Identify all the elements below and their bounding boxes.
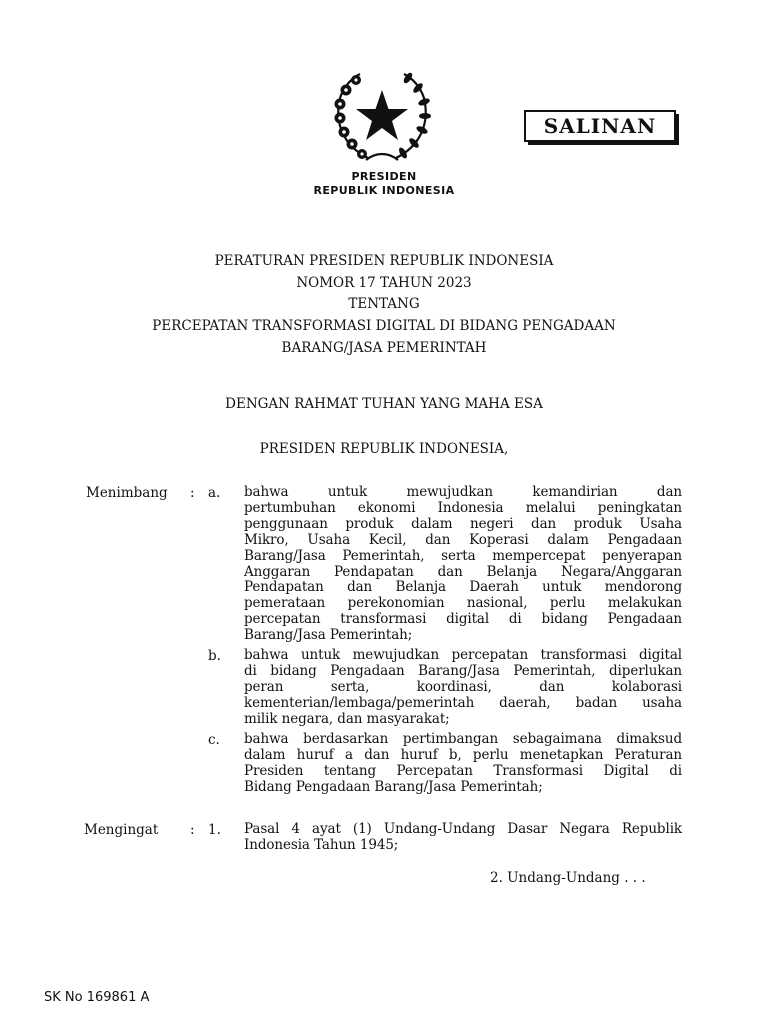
paragraph-line: penggunaan produk dalam negeri dan produk Usaha [244,515,682,532]
paragraph-line: di bidang Pengadaan Barang/Jasa Pemerintah, diperlukan [244,662,682,679]
title-line-5: BARANG/JASA PEMERINTAH [281,339,487,356]
mengingat-1-marker: 1. [208,822,221,838]
mengingat-label: Mengingat [84,822,159,838]
title-line-2: NOMOR 17 TAHUN 2023 [296,274,472,291]
menimbang-a-paragraph [244,485,682,644]
paragraph-line: bahwa untuk mewujudkan kemandirian dan [244,484,682,500]
paragraph-line: milik negara, dan masyarakat; [244,710,450,727]
paragraph-line: Indonesia Tahun 1945; [244,836,399,853]
paragraph-line: Mikro, Usaha Kecil, dan Koperasi dalam Pengadaan [244,531,682,548]
menimbang-b-marker: b. [208,648,221,664]
title-line-1: PERATURAN PRESIDEN REPUBLIK INDONESIA [214,253,554,269]
issuer-header [284,170,484,198]
paragraph-line: pertumbuhan ekonomi Indonesia melalui peningkatan [244,499,682,516]
next-page-catchword: 2. Undang-Undang . . . [490,870,646,886]
mengingat-colon: : [190,822,195,838]
paragraph-line: Anggaran Pendapatan dan Belanja Negara/Anggaran [244,563,682,580]
menimbang-a-marker: a. [208,485,221,501]
title-line-3: TENTANG [348,296,420,313]
paragraph-line: Barang/Jasa Pemerintah; [244,627,413,644]
menimbang-colon: : [190,485,195,501]
paragraph-line: Pasal 4 ayat (1) Undang-Undang Dasar Negara Republik [244,821,682,837]
paragraph-line: Barang/Jasa Pemerintah, serta mempercepat penyerapan [244,547,682,564]
menimbang-label: Menimbang [86,485,168,501]
salinan-stamp [524,110,676,142]
title-line-4: PERCEPATAN TRANSFORMASI DIGITAL DI BIDANG PENGADAAN [152,318,616,335]
paragraph-line: Presiden tentang Percepatan Transformasi Digital di [244,762,682,779]
paragraph-line: bahwa untuk mewujudkan percepatan transformasi digital [244,647,682,663]
paragraph-line: percepatan transformasi digital di bidang Pengadaan [244,611,682,628]
paragraph-line: bahwa berdasarkan pertimbangan sebagaimana dimaksud [244,731,682,747]
regulation-title [100,251,668,360]
paragraph-line: Pendapatan dan Belanja Daerah untuk mendorong [244,579,682,596]
menimbang-b-paragraph [244,648,682,728]
issuer-line-1: PRESIDEN [351,170,417,183]
paragraph-line: pemerataan perekonomian nasional, perlu melakukan [244,595,682,612]
menimbang-c-marker: c. [208,732,220,748]
salinan-stamp-text: SALINAN [543,114,657,138]
garuda-star-wreath-emblem-icon [330,68,434,164]
paragraph-line: kementerian/lembaga/pemerintah daerah, badan usaha [244,694,682,711]
enacting-authority: PRESIDEN REPUBLIK INDONESIA, [259,441,509,457]
mengingat-1-paragraph [244,822,682,854]
invocation: DENGAN RAHMAT TUHAN YANG MAHA ESA [225,396,543,412]
paragraph-line: dalam huruf a dan huruf b, perlu menetapkan Peraturan [244,746,682,763]
menimbang-c-paragraph [244,732,682,796]
paragraph-line: peran serta, koordinasi, dan kolaborasi [244,678,682,695]
issuer-line-2: REPUBLIK INDONESIA [313,184,455,197]
sk-number: SK No 169861 A [44,990,150,1005]
paragraph-line: Bidang Pengadaan Barang/Jasa Pemerintah; [244,778,543,795]
